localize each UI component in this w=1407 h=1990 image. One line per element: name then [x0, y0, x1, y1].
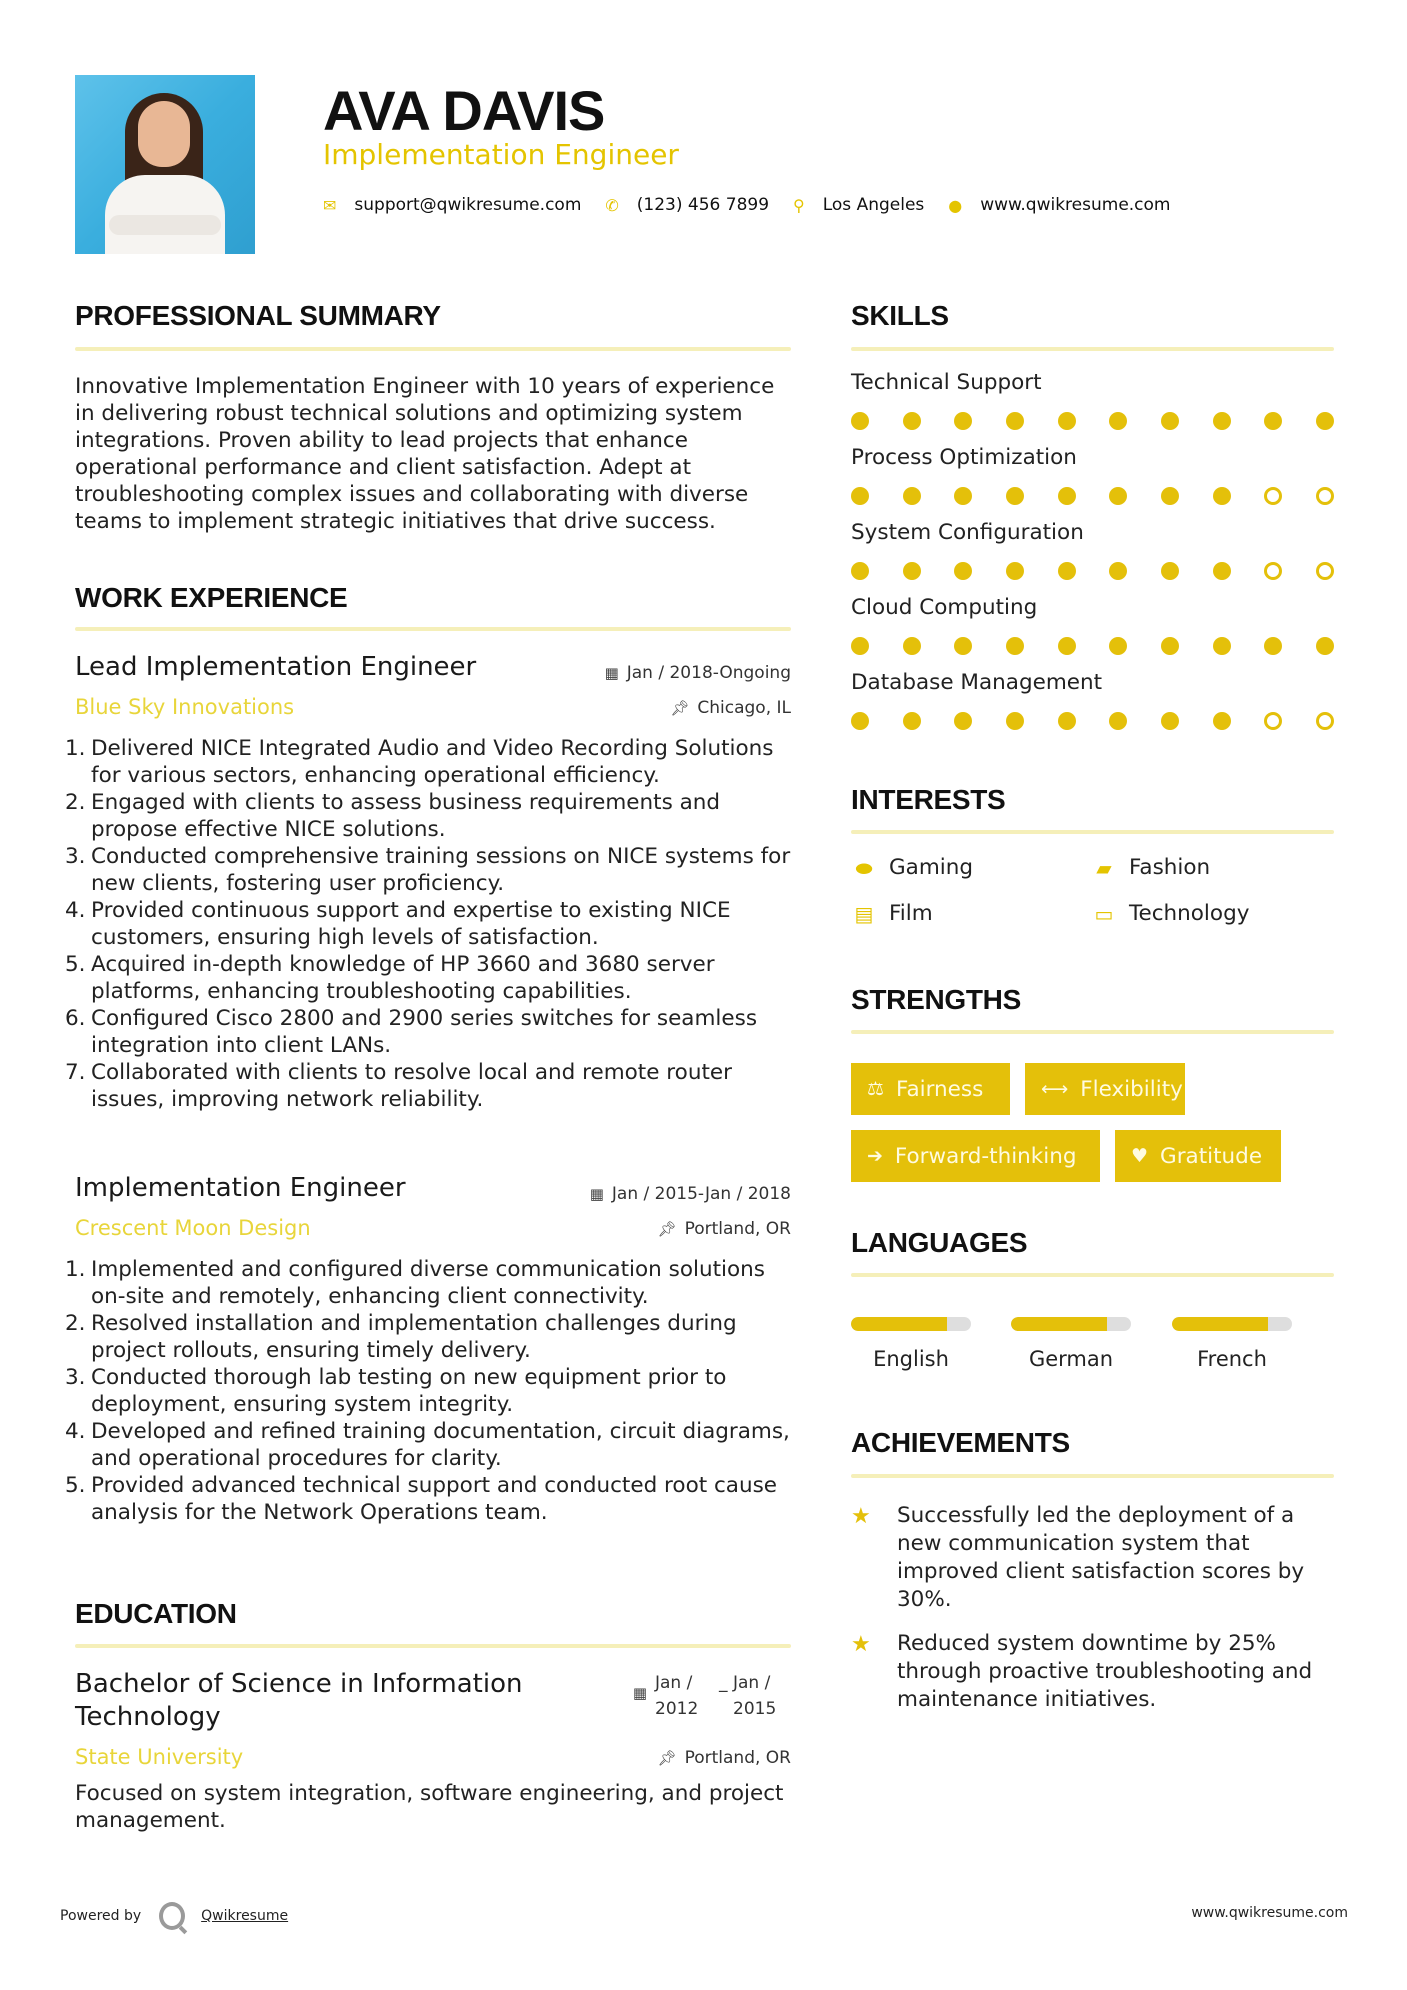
job-dates — [590, 1184, 791, 1204]
achievements-heading: ACHIEVEMENTS — [851, 1427, 1070, 1458]
photo-arms — [109, 215, 221, 235]
laptop-icon: ▭ — [1094, 901, 1114, 926]
skill-rating — [851, 412, 1334, 430]
list-item: 5. Provided advanced technical support and conducted root cause analysis for the Network Operations team. — [65, 1473, 778, 1525]
website-text: www.qwikresume.com — [980, 195, 1171, 215]
job-title: Lead Implementation Engineer — [75, 652, 477, 682]
candidate-name: AVA DAVIS — [323, 79, 605, 142]
photo-face — [138, 101, 190, 167]
phone-text: (123) 456 7899 — [636, 195, 770, 215]
summary-heading: PROFESSIONAL SUMMARY — [75, 300, 441, 331]
rating-dot-filled — [1058, 712, 1076, 730]
interest-gaming: ⬬ Gaming — [851, 855, 973, 880]
contact-phone[interactable] — [605, 195, 769, 215]
list-item: 5. Acquired in-depth knowledge of HP 3660 and 3680 server platforms, enhancing troubleshooting capabilities. — [65, 952, 715, 1004]
balance-scale-icon: ⚖ — [867, 1078, 885, 1100]
shooting-star-icon: ★ — [851, 1632, 871, 1657]
interests-heading: INTERESTS — [851, 784, 1006, 815]
language-proficiency-bar — [1172, 1317, 1292, 1331]
rating-dot-filled — [903, 637, 921, 655]
list-item: 3. Conducted comprehensive training sessions on NICE systems for new clients, fostering user proficiency. — [65, 844, 791, 896]
education-location — [658, 1748, 791, 1768]
rating-dot-filled — [851, 637, 869, 655]
arrow-right-icon: ➔ — [867, 1145, 883, 1167]
section-divider — [75, 627, 791, 631]
list-item: 2. Engaged with clients to assess business requirements and propose effective NICE solutions. — [65, 790, 721, 842]
strength-tag-flexibility: ⟷ Flexibility — [1025, 1063, 1185, 1115]
language-proficiency-fill — [1172, 1317, 1268, 1331]
list-item: 3. Conducted thorough lab testing on new equipment prior to deployment, ensuring system integrity. — [65, 1365, 727, 1417]
contact-bar — [323, 195, 1195, 215]
language-name: English — [873, 1347, 949, 1371]
rating-dot-filled — [903, 412, 921, 430]
shopping-bag-icon: ▰ — [1096, 855, 1112, 880]
job-location-text: Chicago, IL — [697, 698, 791, 718]
language-name: German — [1028, 1347, 1114, 1371]
map-marker-icon: ⚲ — [793, 195, 805, 215]
list-item: 4. Developed and refined training documentation, circuit diagrams, and operational procedures for clarity. — [65, 1419, 790, 1471]
education-location-text: Portland, OR — [684, 1748, 791, 1768]
shooting-star-icon: ★ — [851, 1504, 871, 1529]
calendar-icon: ▦ — [604, 664, 619, 682]
list-item: 7. Collaborated with clients to resolve local and remote router issues, improving network reliability. — [65, 1060, 732, 1112]
skill-name: Cloud Computing — [851, 595, 1038, 620]
rating-dot-filled — [1058, 562, 1076, 580]
rating-dot-filled — [954, 412, 972, 430]
envelope-icon: ✉ — [323, 195, 337, 215]
degree-title: Bachelor of Science in Information Technology — [75, 1669, 523, 1732]
language-proficiency-fill — [851, 1317, 947, 1331]
skill-name: Database Management — [851, 670, 1103, 695]
strengths-heading: STRENGTHS — [851, 984, 1021, 1015]
section-divider — [851, 1273, 1334, 1277]
calendar-icon: ▦ — [632, 1684, 647, 1702]
thumbtack-icon: 📌︎ — [670, 699, 690, 717]
contact-website[interactable] — [948, 195, 1170, 215]
rating-dot-filled — [1006, 412, 1024, 430]
rating-dot-filled — [903, 712, 921, 730]
skill-name: System Configuration — [851, 520, 1084, 545]
rating-dot-filled — [1058, 637, 1076, 655]
rating-dot-filled — [1006, 712, 1024, 730]
calendar-icon: ▦ — [589, 1185, 604, 1203]
education-heading: EDUCATION — [75, 1598, 237, 1629]
rating-dot-filled — [851, 487, 869, 505]
phone-icon: ✆ — [605, 195, 619, 215]
rating-dot-filled — [1109, 712, 1127, 730]
location-text: Los Angeles — [822, 195, 925, 215]
rating-dot-filled — [1161, 637, 1179, 655]
rating-dot-filled — [851, 412, 869, 430]
rating-dot-empty — [1316, 712, 1334, 730]
powered-by — [60, 1902, 288, 1930]
section-divider — [851, 1474, 1334, 1478]
rating-dot-filled — [1006, 562, 1024, 580]
rating-dot-filled — [1316, 412, 1334, 430]
arrows-horizontal-icon: ⟷ — [1041, 1078, 1069, 1100]
rating-dot-filled — [1316, 637, 1334, 655]
job-dates-text: Jan / 2015-Jan / 2018 — [611, 1184, 791, 1204]
strength-tag-gratitude: ♥ Gratitude — [1115, 1130, 1281, 1182]
rating-dot-filled — [1264, 637, 1282, 655]
film-icon: ▤ — [854, 901, 874, 926]
rating-dot-filled — [1264, 412, 1282, 430]
contact-location — [793, 195, 924, 215]
qwikresume-logo-icon — [159, 1902, 185, 1930]
rating-dot-filled — [954, 712, 972, 730]
rating-dot-filled — [1161, 487, 1179, 505]
interest-technology: ▭ Technology — [1091, 901, 1249, 926]
language-proficiency-bar — [1011, 1317, 1131, 1331]
rating-dot-filled — [1161, 712, 1179, 730]
rating-dot-filled — [1109, 487, 1127, 505]
heart-icon: ♥ — [1131, 1145, 1149, 1167]
list-item: 1. Delivered NICE Integrated Audio and Video Recording Solutions for various sectors, enhancing operational efficiency. — [65, 736, 774, 788]
rating-dot-filled — [903, 562, 921, 580]
rating-dot-filled — [1213, 412, 1231, 430]
job-bullets — [65, 735, 795, 1113]
job-dates-text: Jan / 2018-Ongoing — [626, 663, 791, 683]
language-proficiency-fill — [1011, 1317, 1107, 1331]
interest-fashion: ▰ Fashion — [1091, 855, 1210, 880]
summary-text: Innovative Implementation Engineer with 10 years of experience in delivering robust technical solutions and optimizing system integrations. Proven ability to lead projects that enhance operational performance and client satisfaction. Adept at troubleshooting complex issues and collaborating with diverse teams to implement strategic initiatives that drive success. — [75, 374, 775, 534]
email-text: support@qwikresume.com — [354, 195, 582, 215]
language-name: French — [1197, 1347, 1267, 1371]
job-bullets — [65, 1256, 795, 1526]
interest-film: ▤ Film — [851, 901, 933, 926]
rating-dot-empty — [1264, 712, 1282, 730]
section-divider — [75, 1644, 791, 1648]
rating-dot-empty — [1264, 487, 1282, 505]
strength-tag-fairness: ⚖ Fairness — [851, 1063, 1010, 1115]
job-location-text: Portland, OR — [684, 1219, 791, 1239]
rating-dot-filled — [1161, 412, 1179, 430]
education-dates: ▦ Jan / 2012 _ Jan / 2015 — [633, 1670, 791, 1722]
rating-dot-filled — [1213, 487, 1231, 505]
job-location — [670, 698, 791, 718]
list-item: 1. Implemented and configured diverse communication solutions on-site and remotely, enhancing client connectivity. — [65, 1257, 765, 1309]
rating-dot-filled — [1006, 637, 1024, 655]
section-divider — [851, 347, 1334, 351]
skill-rating — [851, 712, 1334, 730]
thumbtack-icon: 📌︎ — [657, 1220, 677, 1238]
job-location — [658, 1219, 791, 1239]
rating-dot-empty — [1316, 562, 1334, 580]
gamepad-icon: ⬬ — [855, 855, 873, 880]
company-name: Blue Sky Innovations — [75, 695, 295, 719]
profile-photo — [75, 75, 255, 254]
section-divider — [851, 1030, 1334, 1034]
language-item — [1172, 1317, 1292, 1371]
rating-dot-filled — [1006, 487, 1024, 505]
qwikresume-link[interactable]: Qwikresume — [201, 1908, 289, 1924]
school-name: State University — [75, 1745, 244, 1769]
achievement-item: ★ Successfully led the deployment of a new communication system that improved client satisfaction scores by 30%. — [851, 1503, 1305, 1612]
education-start: Jan / 2012 — [655, 1673, 699, 1719]
education-end: Jan / 2015 — [733, 1673, 777, 1719]
rating-dot-filled — [1109, 637, 1127, 655]
rating-dot-filled — [1109, 562, 1127, 580]
languages-heading: LANGUAGES — [851, 1227, 1028, 1258]
language-proficiency-bar — [851, 1317, 971, 1331]
rating-dot-filled — [954, 637, 972, 655]
list-item: 4. Provided continuous support and expertise to existing NICE customers, ensuring high levels of satisfaction. — [65, 898, 731, 950]
contact-email[interactable] — [323, 195, 581, 215]
skills-heading: SKILLS — [851, 300, 949, 331]
job-title: Implementation Engineer — [75, 1173, 406, 1203]
job-dates — [605, 663, 791, 683]
rating-dot-filled — [851, 562, 869, 580]
list-item: 6. Configured Cisco 2800 and 2900 series switches for seamless integration into client LANs. — [65, 1006, 758, 1058]
rating-dot-filled — [1058, 487, 1076, 505]
section-divider — [75, 347, 791, 351]
section-divider — [851, 830, 1334, 834]
rating-dot-filled — [1213, 562, 1231, 580]
candidate-title: Implementation Engineer — [323, 138, 679, 171]
rating-dot-filled — [1213, 637, 1231, 655]
language-item — [1011, 1317, 1131, 1371]
rating-dot-filled — [903, 487, 921, 505]
rating-dot-empty — [1264, 562, 1282, 580]
achievement-item: ★ Reduced system downtime by 25% through proactive troubleshooting and maintenance initiatives. — [851, 1631, 1313, 1712]
skill-rating — [851, 562, 1334, 580]
rating-dot-filled — [1109, 412, 1127, 430]
list-item: 2. Resolved installation and implementation challenges during project rollouts, ensuring timely delivery. — [65, 1311, 737, 1363]
skill-name: Process Optimization — [851, 445, 1077, 470]
skill-rating — [851, 637, 1334, 655]
skill-name: Technical Support — [851, 370, 1042, 395]
globe-icon: ● — [948, 195, 963, 215]
company-name: Crescent Moon Design — [75, 1216, 311, 1240]
rating-dot-filled — [1161, 562, 1179, 580]
education-description: Focused on system integration, software engineering, and project management. — [75, 1781, 784, 1833]
skill-rating — [851, 487, 1334, 505]
strength-tag-forward-thinking: ➔ Forward-thinking — [851, 1130, 1100, 1182]
rating-dot-filled — [954, 562, 972, 580]
experience-heading: WORK EXPERIENCE — [75, 582, 348, 613]
language-item — [851, 1317, 971, 1371]
rating-dot-filled — [1213, 712, 1231, 730]
powered-by-label: Powered by — [60, 1908, 142, 1924]
rating-dot-filled — [1058, 412, 1076, 430]
rating-dot-empty — [1316, 487, 1334, 505]
thumbtack-icon: 📌︎ — [657, 1749, 677, 1767]
rating-dot-filled — [851, 712, 869, 730]
rating-dot-filled — [954, 487, 972, 505]
footer-website[interactable]: www.qwikresume.com — [1191, 1905, 1348, 1921]
